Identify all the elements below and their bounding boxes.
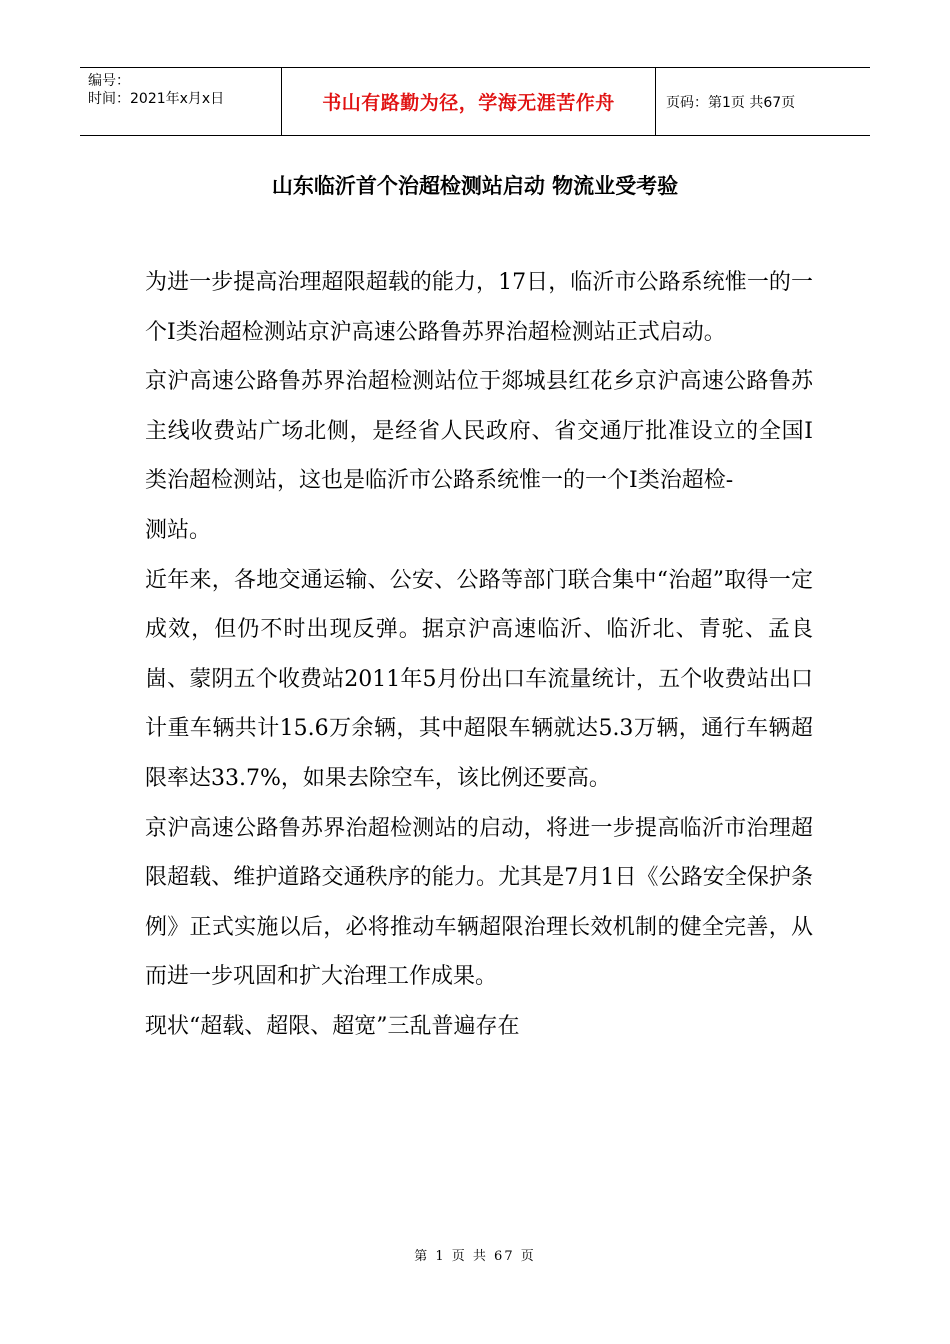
header-page-info: 页码：第1页 共67页 (666, 94, 796, 111)
document-body (145, 258, 813, 1052)
paragraph: 测站。 (145, 517, 212, 543)
page-header (80, 67, 870, 136)
document-title: 山东临沂首个治超检测站启动 物流业受考验 (271, 174, 679, 198)
header-motto-cell (282, 68, 656, 135)
document-number-label: 编号： (88, 73, 130, 89)
page-footer: 第 1 页 共 67 页 (414, 1249, 536, 1264)
paragraph: 为进一步提高治理超限超载的能力，17日，临沂市公路系统惟一的一个I类治超检测站京沪高速公路鲁苏界治超检测站正式启动。 (145, 270, 813, 345)
header-motto: 书山有路勤为径，学海无涯苦作舟 (322, 92, 615, 114)
paragraph: 京沪高速公路鲁苏界治超检测站的启动，将进一步提高临沂市治理超限超载、维护道路交通秩序的能力。尤其是7月1日《公路安全保护条例》正式实施以后，必将推动车辆超限治理长效机制的健全完善，从而进一步巩固和扩大治理工作成果。 (145, 815, 813, 990)
paragraph: 近年来，各地交通运输、公安、公路等部门联合集中“治超”取得一定成效，但仍不时出现反弹。据京沪高速临沂、临沂北、青驼、孟良崮、蒙阴五个收费站2011年5月份出口车流量统计，五个收费站出口计重车辆共计15.6万余辆，其中超限车辆就达5.3万辆，通行车辆超限率达33.7%，如果去除空车，该比例还要高。 (145, 567, 813, 791)
header-meta-cell (80, 68, 282, 135)
document-date: 时间：2021年x月x日 (88, 91, 225, 107)
paragraph: 现状“超载、超限、超宽”三乱普遍存在 (145, 1013, 520, 1039)
header-page-cell (656, 68, 870, 135)
paragraph: 京沪高速公路鲁苏界治超检测站位于郯城县红花乡京沪高速公路鲁苏主线收费站广场北侧，是经省人民政府、省交通厅批准设立的全国I类治超检测站，这也是临沂市公路系统惟一的一个I类治超检- (145, 369, 813, 494)
